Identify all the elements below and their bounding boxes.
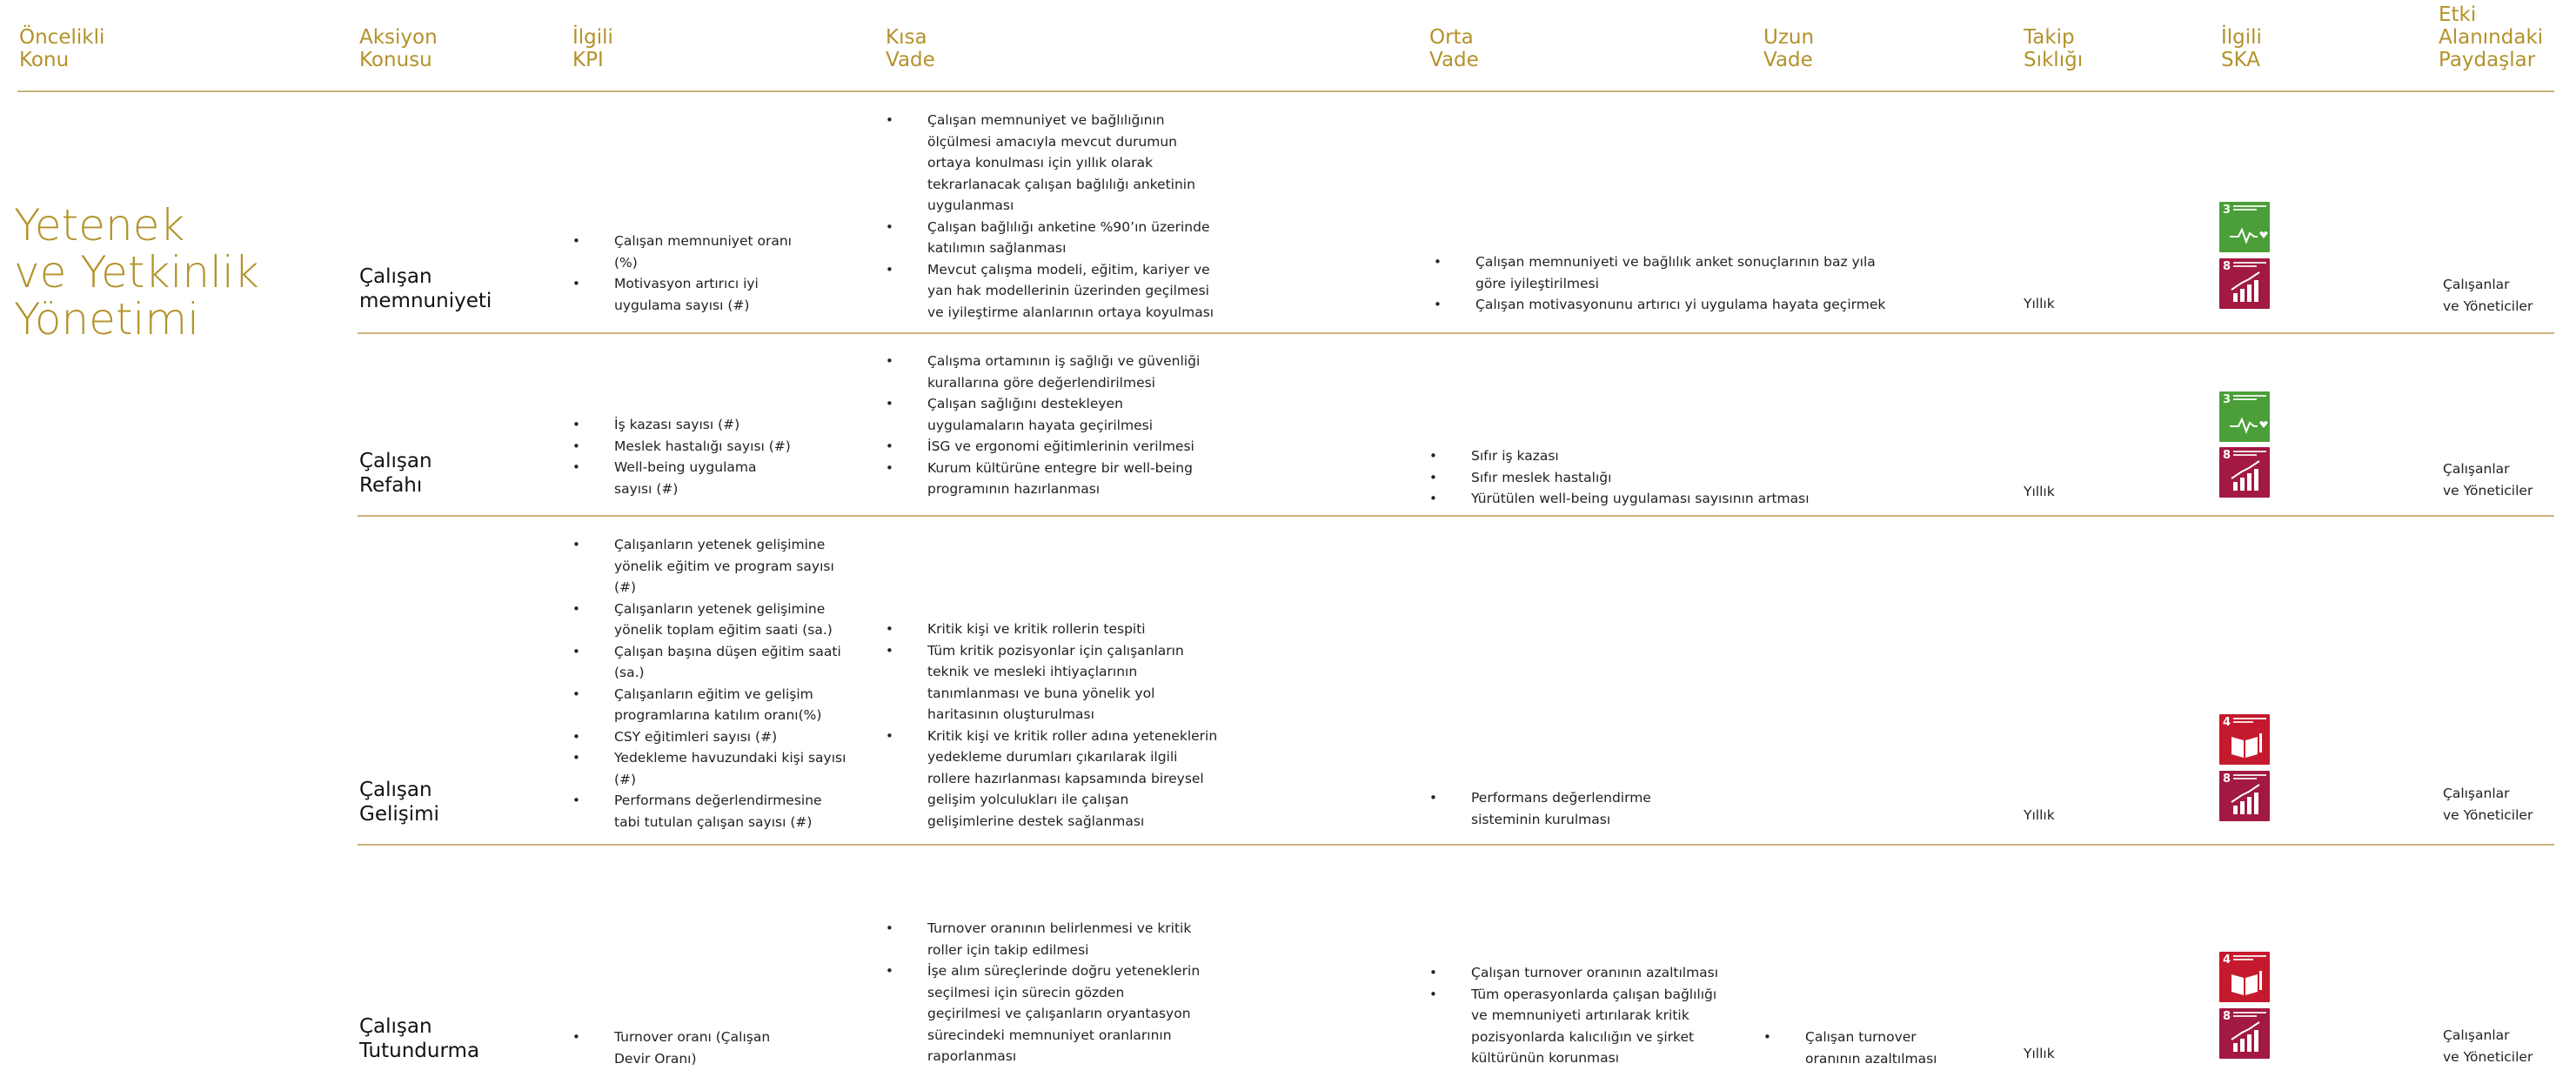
list-item: • Çalışanların eğitim ve gelişim programlarına katılım oranı(%): [572, 684, 846, 726]
header-priority-topic: Öncelikli Konu: [19, 26, 105, 71]
header-related-sdg: İlgili SKA: [2221, 26, 2262, 71]
list-item: • Motivasyon artırıcı iyi uygulama sayısı (#): [572, 273, 792, 316]
row-3-kpi-list: [572, 534, 846, 833]
header-related-kpi: İlgili KPI: [572, 26, 613, 71]
list-item: • Çalışan başına düşen eğitim saati (sa.): [572, 641, 846, 684]
row-4-action: Çalışan Tutundurma: [359, 1015, 480, 1062]
sdg-3-icon: 3: [2219, 391, 2270, 442]
row-3-short-term-list: [886, 619, 1217, 832]
list-item: • Sıfır meslek hastalığı: [1429, 467, 1810, 489]
header-long-term: Uzun Vade: [1763, 26, 1815, 71]
row-2-short-term-list: [886, 351, 1200, 500]
row-3-mid-term-list: [1429, 787, 1651, 830]
row-divider: [358, 515, 2554, 517]
sdg-8-icon: 8: [2219, 1008, 2270, 1059]
row-3-stakeholders: Çalışanlar ve Yöneticiler: [2443, 786, 2533, 823]
list-item: • Kurum kültürüne entegre bir well-being programının hazırlanması: [886, 458, 1200, 500]
list-item: • Kritik kişi ve kritik roller adına yeteneklerin yedekleme durumları çıkarılarak ilgili rollere hazırlanması kapsamında bireysel gelişim yolculukları ile çalışan gelişimlerine destek sağlanması: [886, 726, 1217, 833]
row-4-short-term-list: [886, 918, 1200, 1067]
row-1-mid-term-list: [1434, 251, 1885, 316]
row-4-mid-term-list: [1429, 962, 1718, 1069]
row-4-frequency: Yıllık: [2024, 1046, 2055, 1061]
row-4-kpi-list: [572, 1027, 770, 1069]
list-item: • Performans değerlendirme sisteminin kurulması: [1429, 787, 1651, 830]
header-mid-term: Orta Vade: [1429, 26, 1479, 71]
row-1-action: Çalışan memnuniyeti: [359, 265, 492, 312]
row-1-short-term-list: [886, 110, 1214, 323]
list-item: • Çalışanların yetenek gelişimine yönelik eğitim ve program sayısı (#): [572, 534, 846, 599]
header-action-topic: Aksiyon Konusu: [359, 26, 438, 71]
list-item: • Performans değerlendirmesine tabi tutulan çalışan sayısı (#): [572, 790, 846, 833]
list-item: • İş kazası sayısı (#): [572, 414, 791, 436]
list-item: • Turnover oranı (Çalışan Devir Oranı): [572, 1027, 770, 1069]
list-item: • Çalışan sağlığını destekleyen uygulamaların hayata geçirilmesi: [886, 393, 1200, 436]
row-1-frequency: Yıllık: [2024, 296, 2055, 311]
list-item: • İşe alım süreçlerinde doğru yeteneklerin seçilmesi için sürecin gözden geçirilmesi ve çalışanların oryantasyon sürecindeki memnuniyet oranlarının raporlanması: [886, 960, 1200, 1067]
header-stakeholders: Etki Alanındaki Paydaşlar: [2439, 3, 2544, 71]
list-item: • Meslek hastalığı sayısı (#): [572, 436, 791, 458]
list-item: • Çalışan turnover oranının azaltılması: [1429, 962, 1718, 984]
row-2-frequency: Yıllık: [2024, 484, 2055, 499]
row-2-mid-term-list: [1429, 445, 1810, 510]
list-item: • Çalışan memnuniyet oranı (%): [572, 231, 792, 273]
list-item: • Sıfır iş kazası: [1429, 445, 1810, 467]
list-item: • Turnover oranının belirlenmesi ve kritik roller için takip edilmesi: [886, 918, 1200, 960]
header-short-term: Kısa Vade: [886, 26, 935, 71]
row-1-kpi-list: [572, 231, 792, 316]
list-item: • Yedekleme havuzundaki kişi sayısı (#): [572, 747, 846, 790]
list-item: • Mevcut çalışma modeli, eğitim, kariyer ve yan hak modellerinin üzerinden geçilmesi ve iyileştirme alanlarının ortaya koyulması: [886, 259, 1214, 324]
list-item: • Çalışma ortamının iş sağlığı ve güvenliği kurallarına göre değerlendirilmesi: [886, 351, 1200, 393]
header-tracking-frequency: Takip Sıklığı: [2024, 26, 2084, 71]
list-item: • Yürütülen well-being uygulaması sayısının artması: [1429, 488, 1810, 510]
sdg-8-icon: 8: [2219, 447, 2270, 498]
list-item: • Tüm kritik pozisyonlar için çalışanların teknik ve mesleki ihtiyaçlarının tanımlanması ve buna yönelik yol haritasının oluşturulması: [886, 640, 1217, 726]
list-item: • Tüm operasyonlarda çalışan bağlılığı ve memnuniyeti artırılarak kritik pozisyonlarda kalıcılığın ve şirket kültürünün korunması: [1429, 984, 1718, 1069]
row-2-action: Çalışan Refahı: [359, 450, 432, 497]
row-3-action: Çalışan Gelişimi: [359, 779, 439, 826]
list-item: • Çalışan motivasyonunu artırıcı yi uygulama hayata geçirmek: [1434, 294, 1885, 316]
priority-topic-title: Yetenek ve Yetkinlik Yönetimi: [14, 200, 259, 345]
header-divider: [17, 90, 2554, 92]
list-item: • Çalışan memnuniyeti ve bağlılık anket sonuçlarının baz yıla göre iyileştirilmesi: [1434, 251, 1885, 294]
sdg-8-icon: 8: [2219, 258, 2270, 309]
row-4-long-term-list: [1763, 1027, 1937, 1069]
list-item: • Çalışanların yetenek gelişimine yönelik toplam eğitim saati (sa.): [572, 599, 846, 641]
row-1-stakeholders: Çalışanlar ve Yöneticiler: [2443, 277, 2533, 314]
list-item: • Çalışan turnover oranının azaltılması: [1763, 1027, 1937, 1069]
list-item: • Well-being uygulama sayısı (#): [572, 457, 791, 499]
row-3-frequency: Yıllık: [2024, 807, 2055, 823]
list-item: • CSY eğitimleri sayısı (#): [572, 726, 846, 748]
row-divider: [358, 844, 2554, 846]
row-2-kpi-list: [572, 414, 791, 499]
row-2-stakeholders: Çalışanlar ve Yöneticiler: [2443, 461, 2533, 498]
sdg-4-icon: 4: [2219, 952, 2270, 1002]
list-item: • İSG ve ergonomi eğitimlerinin verilmesi: [886, 436, 1200, 458]
list-item: • Çalışan memnuniyet ve bağlılığının ölçülmesi amacıyla mevcut durumun ortaya konulması için yıllık olarak tekrarlanacak çalışan bağlılığı anketinin uygulanması: [886, 110, 1214, 217]
sdg-8-icon: 8: [2219, 771, 2270, 821]
list-item: • Çalışan bağlılığı anketine %90’ın üzerinde katılımın sağlanması: [886, 217, 1214, 259]
row-divider: [358, 332, 2554, 334]
row-4-stakeholders: Çalışanlar ve Yöneticiler: [2443, 1027, 2533, 1065]
list-item: • Kritik kişi ve kritik rollerin tespiti: [886, 619, 1217, 640]
sdg-3-icon: 3: [2219, 202, 2270, 252]
sdg-4-icon: 4: [2219, 714, 2270, 765]
